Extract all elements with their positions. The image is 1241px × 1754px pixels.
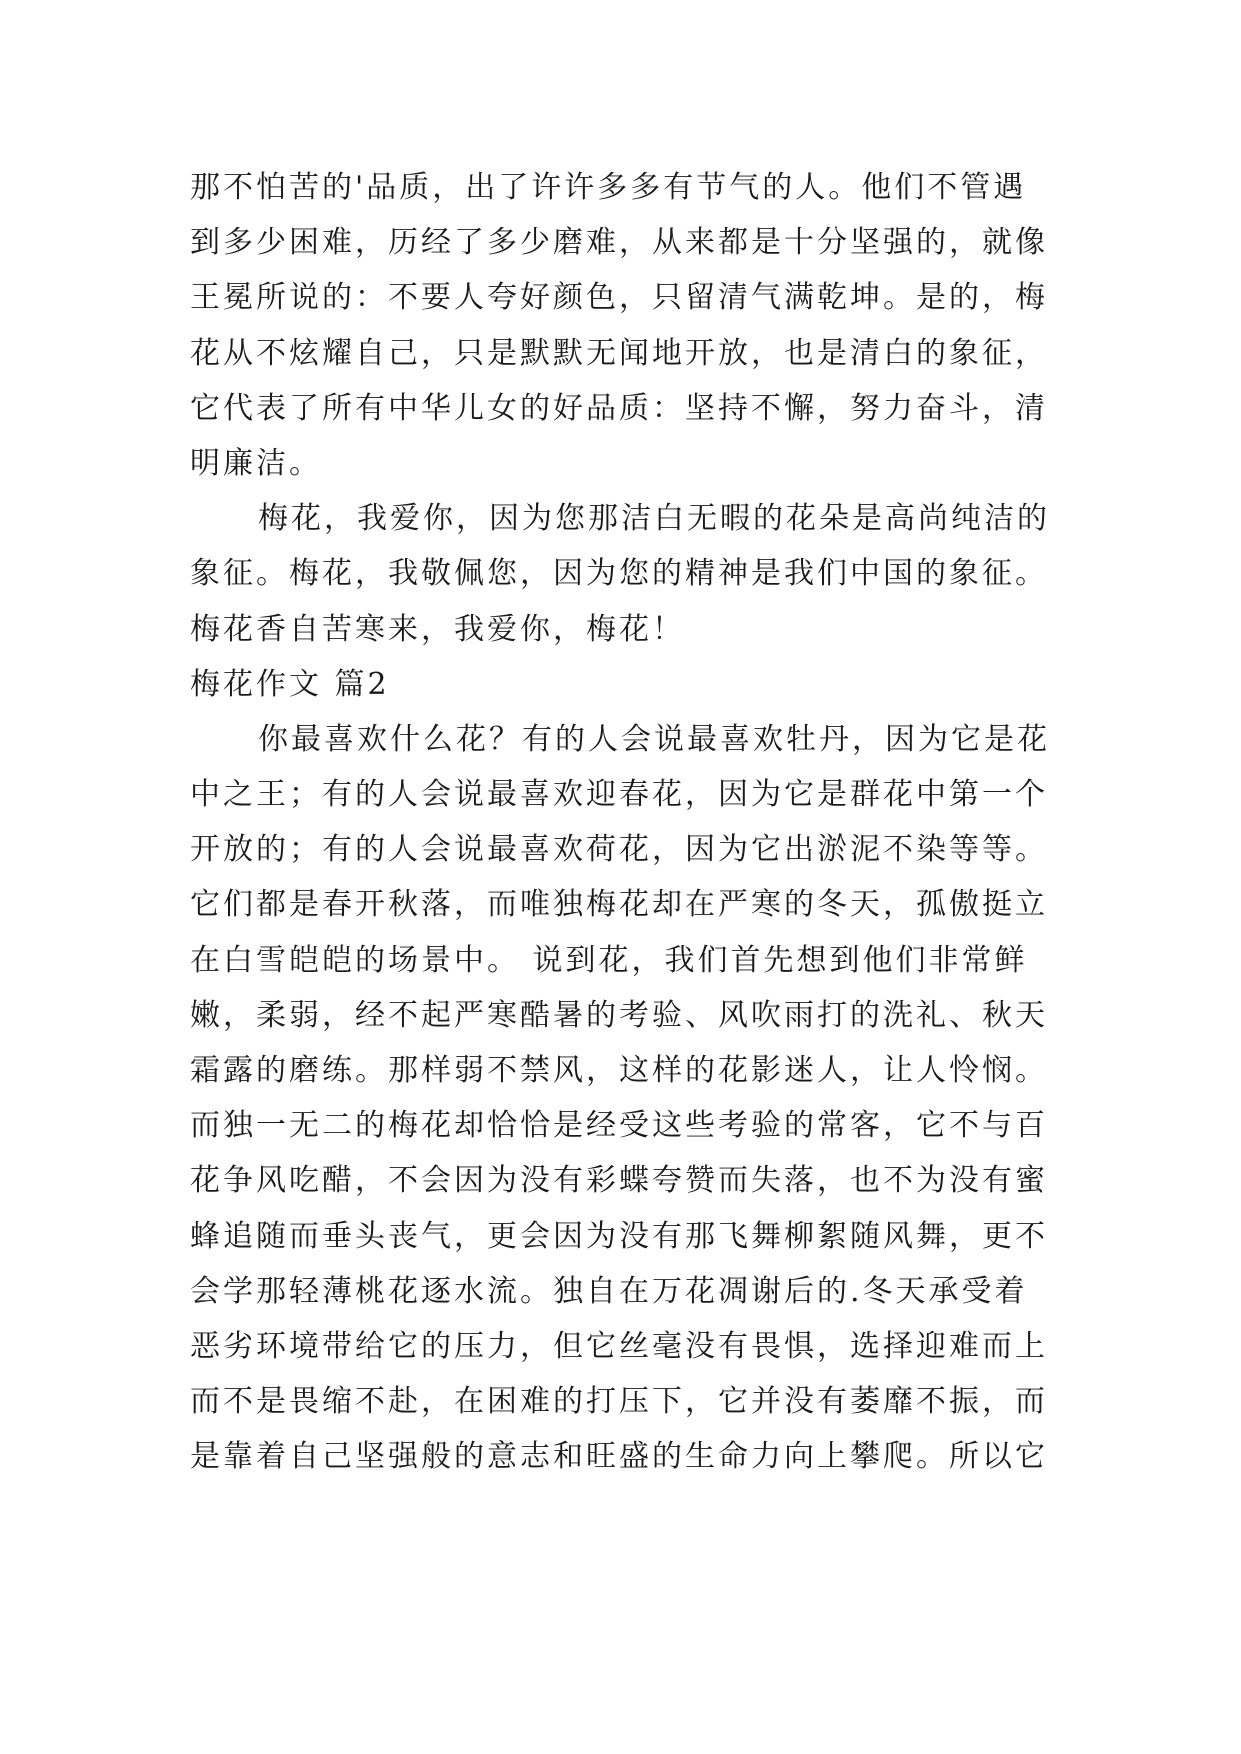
text-line: 蜂追随而垂头丧气，更会因为没有那飞舞柳絮随风舞，更不: [190, 1218, 1048, 1254]
text-line: 是靠着自己坚强般的意志和旺盛的生命力向上攀爬。所以它: [190, 1439, 1048, 1475]
text-line: 而独一无二的梅花却恰恰是经受这些考验的常客，它不与百: [190, 1108, 1048, 1144]
text-line: 会学那轻薄桃花逐水流。独自在万花凋谢后的.冬天承受着: [190, 1273, 1028, 1309]
text-line: 它们都是春开秋落，而唯独梅花却在严寒的冬天，孤傲挺立: [190, 887, 1048, 923]
text-line: 嫩，柔弱，经不起严寒酷暑的考验、风吹雨打的洗礼、秋天: [190, 997, 1048, 1033]
text-line: 它代表了所有中华儿女的好品质：坚持不懈，努力奋斗，清: [190, 390, 1048, 426]
paragraph-first-line: 你最喜欢什么花？有的人会说最喜欢牡丹，因为它是花: [258, 721, 1050, 757]
text-line: 那不怕苦的'品质，出了许许多多有节气的人。他们不管遇: [190, 170, 1027, 205]
text-line: 中之王；有的人会说最喜欢迎春花，因为它是群花中第一个: [190, 777, 1048, 813]
text-line: 而不是畏缩不赴，在困难的打压下，它并没有萎靡不振，而: [190, 1384, 1048, 1420]
text-line: 王冕所说的：不要人夸好颜色，只留清气满乾坤。是的，梅: [190, 280, 1048, 316]
text-line: 到多少困难，历经了多少磨难，从来都是十分坚强的，就像: [190, 225, 1048, 261]
section-heading: 梅花作文 篇2: [190, 666, 390, 702]
text-line: 霜露的磨练。那样弱不禁风，这样的花影迷人，让人怜悯。: [190, 1053, 1048, 1088]
text-line: 在白雪皑皑的场景中。 说到花，我们首先想到他们非常鲜: [190, 942, 1028, 978]
text-line: 开放的；有的人会说最喜欢荷花，因为它出淤泥不染等等。: [190, 832, 1048, 868]
text-line: 象征。梅花，我敬佩您，因为您的精神是我们中国的象征。: [190, 556, 1048, 592]
essay-body: [190, 160, 1070, 1485]
text-line: 花争风吃醋，不会因为没有彩蝶夸赞而失落，也不为没有蜜: [190, 1163, 1048, 1199]
text-line: 明廉洁。: [190, 445, 322, 481]
text-line: 恶劣环境带给它的压力，但它丝毫没有畏惧，选择迎难而上: [190, 1328, 1048, 1364]
paragraph-first-line: 梅花，我爱你，因为您那洁白无暇的花朵是高尚纯洁的: [258, 501, 1050, 537]
text-line: 花从不炫耀自己，只是默默无闻地开放，也是清白的象征，: [190, 335, 1048, 371]
text-line: 梅花香自苦寒来，我爱你，梅花！: [190, 611, 685, 647]
